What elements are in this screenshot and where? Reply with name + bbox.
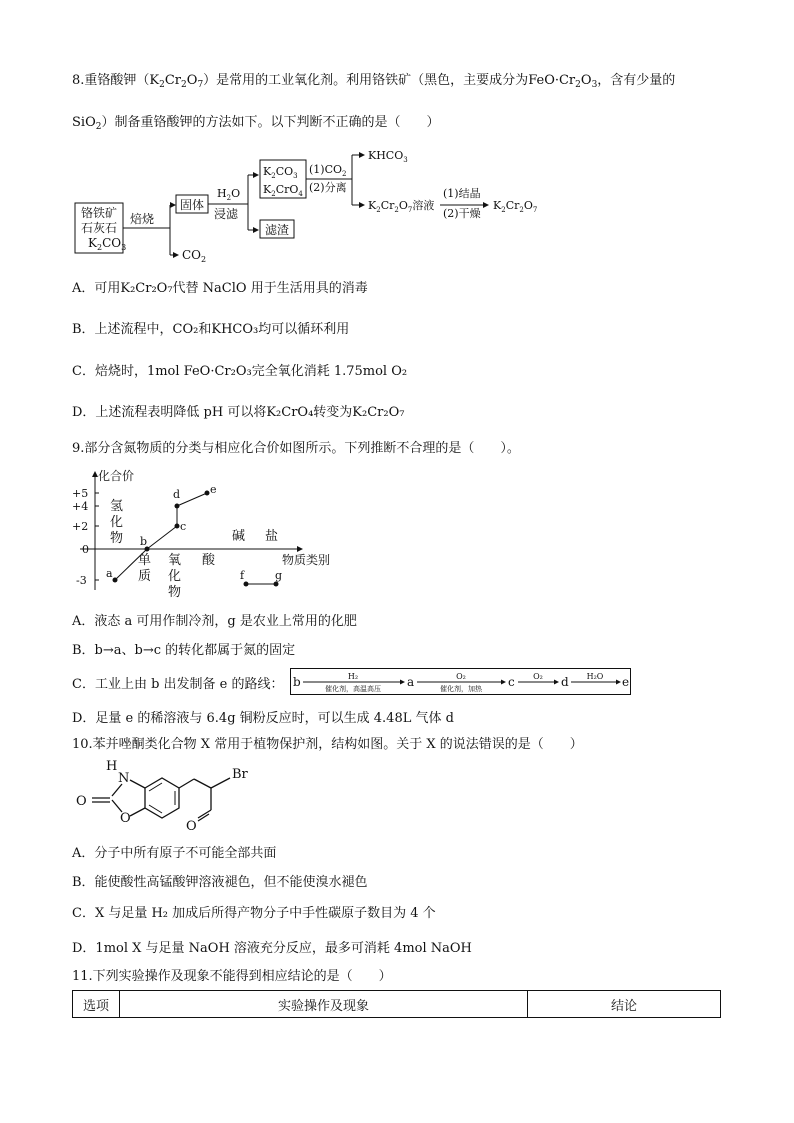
graph-cat-salt: 盐 bbox=[265, 529, 279, 544]
flow-mix2: $K_2CrO_4$ bbox=[263, 183, 303, 198]
q8-stem-part: ）制备重铬酸钾的方法如下。以下判断不正确的是（ ） bbox=[101, 115, 440, 130]
q11-table bbox=[72, 990, 721, 1018]
graph-cat-element: 单 bbox=[138, 553, 152, 568]
q10-option-d: D．1mol X 与足量 NaOH 溶液充分反应，最多可消耗 4mol NaOH bbox=[72, 941, 472, 956]
flow-step2: (2)分离 bbox=[309, 181, 347, 194]
atom-n: N bbox=[118, 771, 130, 786]
atom-o-carbonyl: O bbox=[76, 794, 87, 809]
graph-ytick: 0 bbox=[82, 543, 89, 556]
flow-k2cr2o7-solution: $K_2Cr_2O_7$溶液 bbox=[368, 199, 435, 214]
q8-stem-line2: SiO$_2$）制备重铬酸钾的方法如下。以下判断不正确的是（ ） bbox=[72, 115, 440, 132]
table-header-row bbox=[73, 991, 721, 1018]
q8-stem-line1: 8.重铬酸钾$(K_2Cr_2O_7)$是常用的工业氧化剂。利用铬铁矿（黑色，主要成分为$FeO\cdot Cr_2O_3$，含有少量的 bbox=[72, 73, 676, 90]
q10-option-a: A．分子中所有原子不可能全部共面 bbox=[72, 846, 277, 861]
flow-dry: (2)干燥 bbox=[443, 207, 481, 220]
route-r2-top: O₂ bbox=[456, 672, 466, 681]
flow-raw1: 铬铁矿 bbox=[80, 206, 118, 220]
svg-text:e: e bbox=[210, 483, 217, 496]
q8-stem-part: ）是常用的工业氧化剂。利用铬铁矿（黑色，主要成分为 bbox=[203, 73, 529, 88]
graph-point-g bbox=[274, 582, 279, 587]
route-r4-top: H₂O bbox=[586, 672, 604, 681]
svg-text:化: 化 bbox=[168, 569, 182, 584]
graph-ytick: -3 bbox=[76, 574, 87, 587]
route-d: d bbox=[561, 675, 569, 689]
svg-text:b: b bbox=[140, 535, 148, 548]
graph-ytick: +5 bbox=[72, 487, 89, 500]
svg-text:a: a bbox=[106, 567, 113, 580]
q10-option-c: C．X 与足量 H₂ 加成后所得产物分子中手性碳原子数目为 4 个 bbox=[72, 906, 436, 921]
q11-stem: 11.下列实验操作及现象不能得到相应结论的是（ ） bbox=[72, 969, 392, 984]
q10-structure bbox=[70, 760, 290, 840]
svg-text:d: d bbox=[173, 488, 181, 501]
svg-text:g: g bbox=[275, 569, 283, 582]
atom-h: H bbox=[106, 760, 118, 774]
flow-co2: $CO_2$ bbox=[182, 248, 207, 264]
graph-ytick: +2 bbox=[72, 520, 89, 533]
q9-option-a: A．液态 a 可用作制冷剂，g 是农业上常用的化肥 bbox=[72, 614, 357, 629]
graph-point-d bbox=[175, 504, 180, 509]
q9-stem: 9.部分含氮物质的分类与相应化合价如图所示。下列推断不合理的是（ ）。 bbox=[72, 441, 520, 456]
graph-cat-acid: 酸 bbox=[202, 553, 216, 568]
table-header-conclusion: 结论 bbox=[528, 991, 721, 1018]
flow-mix1: $K_2CO_3$ bbox=[263, 165, 298, 180]
flow-step1: $(1)CO_2$ bbox=[309, 163, 347, 178]
q8-option-a: A．可用K₂Cr₂O₇代替 NaClO 用于生活用具的消毒 bbox=[72, 281, 368, 296]
svg-text:物: 物 bbox=[110, 531, 124, 546]
flow-raw2: 石灰石 bbox=[80, 221, 118, 235]
svg-text:c: c bbox=[180, 520, 187, 533]
flow-leach: 浸滤 bbox=[214, 207, 239, 221]
graph-point-e bbox=[205, 491, 210, 496]
flow-khco3: $KHCO_3$ bbox=[368, 149, 408, 164]
q10-option-b: B．能使酸性高锰酸钾溶液褪色，但不能使溴水褪色 bbox=[72, 875, 368, 890]
svg-text:化: 化 bbox=[110, 515, 124, 530]
atom-o-aldehyde: O bbox=[186, 819, 197, 834]
graph-cat-oxide: 氧 bbox=[168, 553, 182, 568]
route-b: b bbox=[293, 675, 301, 689]
q8-flow-diagram bbox=[70, 145, 560, 270]
flow-solid: 固体 bbox=[179, 198, 205, 212]
svg-text:f: f bbox=[240, 569, 245, 582]
graph-xtitle: 物质类别 bbox=[282, 553, 331, 567]
route-a: a bbox=[407, 675, 415, 689]
svg-text:质: 质 bbox=[138, 569, 152, 584]
flow-cryst: (1)结晶 bbox=[443, 187, 481, 200]
q8-stem-part: 8.重铬酸钾（K bbox=[72, 73, 160, 88]
route-r1-top: H₂ bbox=[347, 672, 359, 681]
q8-option-c: C．焙烧时，1mol FeO·Cr₂O₃完全氧化消耗 1.75mol O₂ bbox=[72, 364, 408, 379]
q8-option-b: B．上述流程中，CO₂和KHCO₃均可以循环利用 bbox=[72, 322, 350, 337]
flow-product: $K_2Cr_2O_7$ bbox=[493, 199, 538, 214]
svg-text:物: 物 bbox=[168, 585, 182, 600]
table-header-option: 选项 bbox=[73, 991, 120, 1018]
table-header-operation: 实验操作及现象 bbox=[120, 991, 528, 1018]
graph-point-c bbox=[175, 524, 180, 529]
route-r3-top: O₂ bbox=[533, 672, 543, 681]
flow-roast: 焙烧 bbox=[130, 212, 155, 226]
q9-route-diagram bbox=[290, 668, 632, 696]
q8-formula: FeO·Cr bbox=[528, 73, 576, 88]
route-e: e bbox=[622, 675, 630, 689]
route-c: c bbox=[508, 675, 515, 689]
q8-option-d: D．上述流程表明降低 pH 可以将K₂CrO₄转变为K₂Cr₂O₇ bbox=[72, 405, 405, 420]
route-r2-bot: 催化剂，加热 bbox=[440, 685, 482, 693]
q9-option-c-label: C．工业上由 b 出发制备 e 的路线： bbox=[72, 677, 284, 692]
graph-cat-base: 碱 bbox=[232, 529, 246, 544]
graph-point-a bbox=[113, 578, 118, 583]
q9-option-d: D．足量 e 的稀溶液与 6.4g 铜粉反应时，可以生成 4.48L 气体 d bbox=[72, 711, 454, 726]
q10-stem: 10.苯并唑酮类化合物 X 常用于植物保护剂，结构如图。关于 X 的说法错误的是（ ） bbox=[72, 737, 583, 752]
q8-stem-part: ，含有少量的 bbox=[597, 73, 676, 88]
graph-ytitle: 化合价 bbox=[98, 469, 135, 483]
atom-br: Br bbox=[232, 767, 248, 782]
atom-o-ring: O bbox=[120, 811, 131, 826]
flow-raw3: $K_2CO_3$ bbox=[88, 236, 127, 252]
q9-option-b: B．b→a、b→c 的转化都属于氮的固定 bbox=[72, 643, 296, 658]
flow-residue: 滤渣 bbox=[264, 223, 290, 237]
graph-point-f bbox=[244, 582, 249, 587]
q9-valence-graph bbox=[70, 460, 350, 610]
q8-formula: SiO bbox=[72, 115, 96, 130]
route-r1-bot: 催化剂，高温高压 bbox=[325, 685, 381, 693]
graph-cat-hydride: 氢 bbox=[110, 499, 124, 514]
flow-water: $H_2O$ bbox=[217, 187, 241, 202]
graph-ytick: +4 bbox=[72, 500, 89, 513]
